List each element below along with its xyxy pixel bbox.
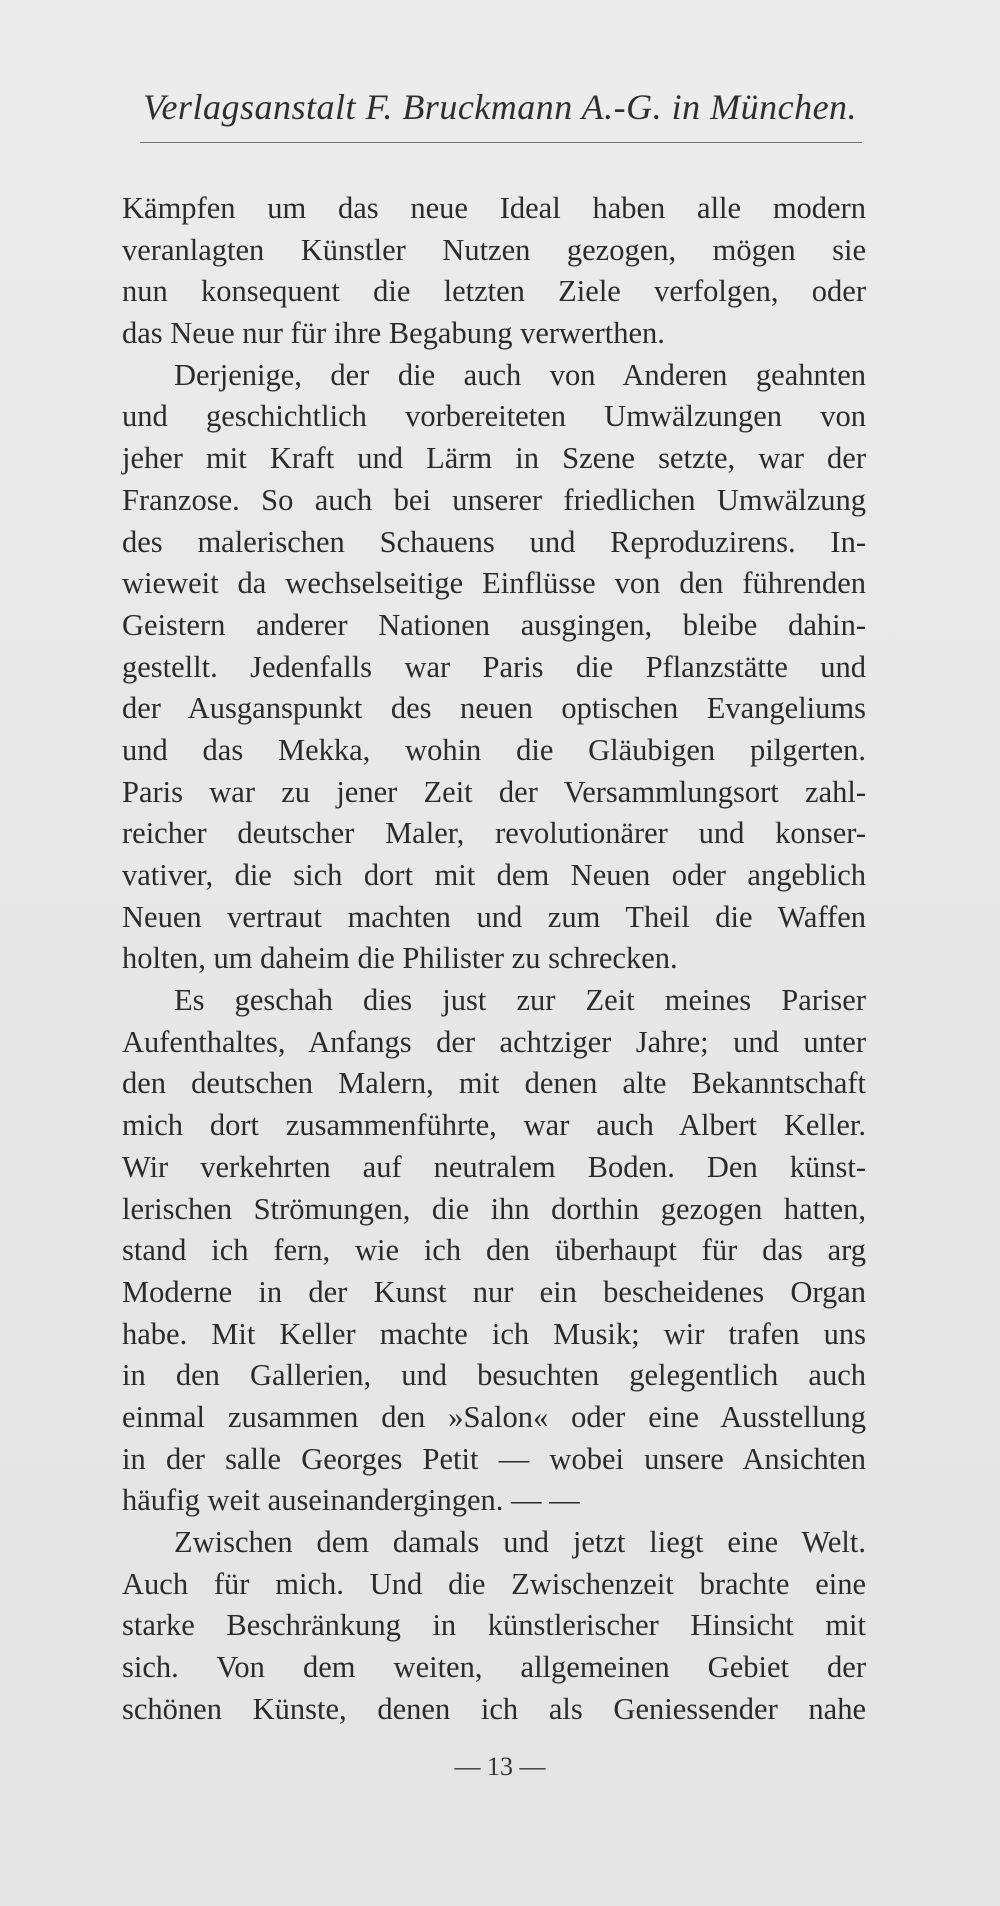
text-line: holten, um daheim die Philister zu schrecken. (122, 941, 678, 976)
text-line: Paris war zu jener Zeit der Versammlungsort zahl- (122, 774, 866, 809)
text-line: Neuen vertraut machten und zum Theil die Waffen (122, 899, 866, 934)
header-rule (140, 142, 862, 143)
text-line: habe. Mit Keller machte ich Musik; wir trafen uns (122, 1316, 866, 1351)
text-line: Es geschah dies just zur Zeit meines Pariser (174, 983, 866, 1018)
text-line: einmal zusammen den »Salon« oder eine Ausstellung (122, 1399, 866, 1434)
text-line: Auch für mich. Und die Zwischenzeit brachte eine (122, 1566, 866, 1601)
text-line: jeher mit Kraft und Lärm in Szene setzte, war der (122, 441, 866, 476)
text-line: stand ich fern, wie ich den überhaupt für das arg (122, 1233, 866, 1268)
text-line: Zwischen dem damals und jetzt liegt eine Welt. (174, 1525, 866, 1559)
text-line: reicher deutscher Maler, revolutionärer und konser- (122, 816, 866, 851)
text-line: gestellt. Jedenfalls war Paris die Pflanzstätte und (122, 649, 866, 684)
text-line: den deutschen Malern, mit denen alte Bekanntschaft (122, 1066, 866, 1101)
text-line: und geschichtlich vorbereiteten Umwälzungen von (122, 399, 866, 434)
text-line: häufig weit auseinandergingen. — — (122, 1483, 580, 1518)
running-head: Verlagsanstalt F. Bruckmann A.-G. in München. (142, 87, 858, 127)
text-line: schönen Künste, denen ich als Geniessender nahe (122, 1691, 866, 1726)
text-line: in den Gallerien, und besuchten gelegentlich auch (122, 1358, 866, 1393)
text-line: sich. Von dem weiten, allgemeinen Gebiet der (122, 1650, 866, 1685)
text-line: Aufenthaltes, Anfangs der achtziger Jahre; und unter (122, 1024, 866, 1059)
body-text (122, 188, 866, 1730)
text-line: und das Mekka, wohin die Gläubigen pilgerten. (122, 732, 866, 767)
text-line: lerischen Strömungen, die ihn dorthin gezogen hatten, (122, 1191, 866, 1226)
page-number: — 13 — (454, 1752, 546, 1781)
text-line: das Neue nur für ihre Begabung verwerthen. (122, 316, 665, 351)
text-line: vativer, die sich dort mit dem Neuen oder angeblich (122, 858, 866, 892)
text-line: nun konsequent die letzten Ziele verfolgen, oder (122, 274, 866, 309)
text-line: Geistern anderer Nationen ausgingen, bleibe dahin- (122, 607, 866, 642)
text-line: Moderne in der Kunst nur ein bescheidenes Organ (122, 1274, 866, 1309)
text-line: Franzose. So auch bei unserer friedlichen Umwälzung (122, 482, 866, 517)
text-line: in der salle Georges Petit — wobei unsere Ansichten (122, 1441, 866, 1476)
text-line: der Ausganspunkt des neuen optischen Evangeliums (122, 691, 866, 726)
text-line: Wir verkehrten auf neutralem Boden. Den künst- (122, 1149, 866, 1184)
text-line: Kämpfen um das neue Ideal haben alle modern (122, 191, 866, 225)
text-line: veranlagten Künstler Nutzen gezogen, mögen sie (122, 232, 866, 267)
text-line: wieweit da wechselseitige Einflüsse von den führenden (122, 566, 866, 601)
text-line: mich dort zusammenführte, war auch Albert Keller. (122, 1108, 866, 1143)
text-line: des malerischen Schauens und Reproduzirens. In- (122, 524, 866, 559)
text-line: Derjenige, der die auch von Anderen geahnten (174, 357, 866, 392)
text-line: starke Beschränkung in künstlerischer Hinsicht mit (122, 1608, 866, 1643)
